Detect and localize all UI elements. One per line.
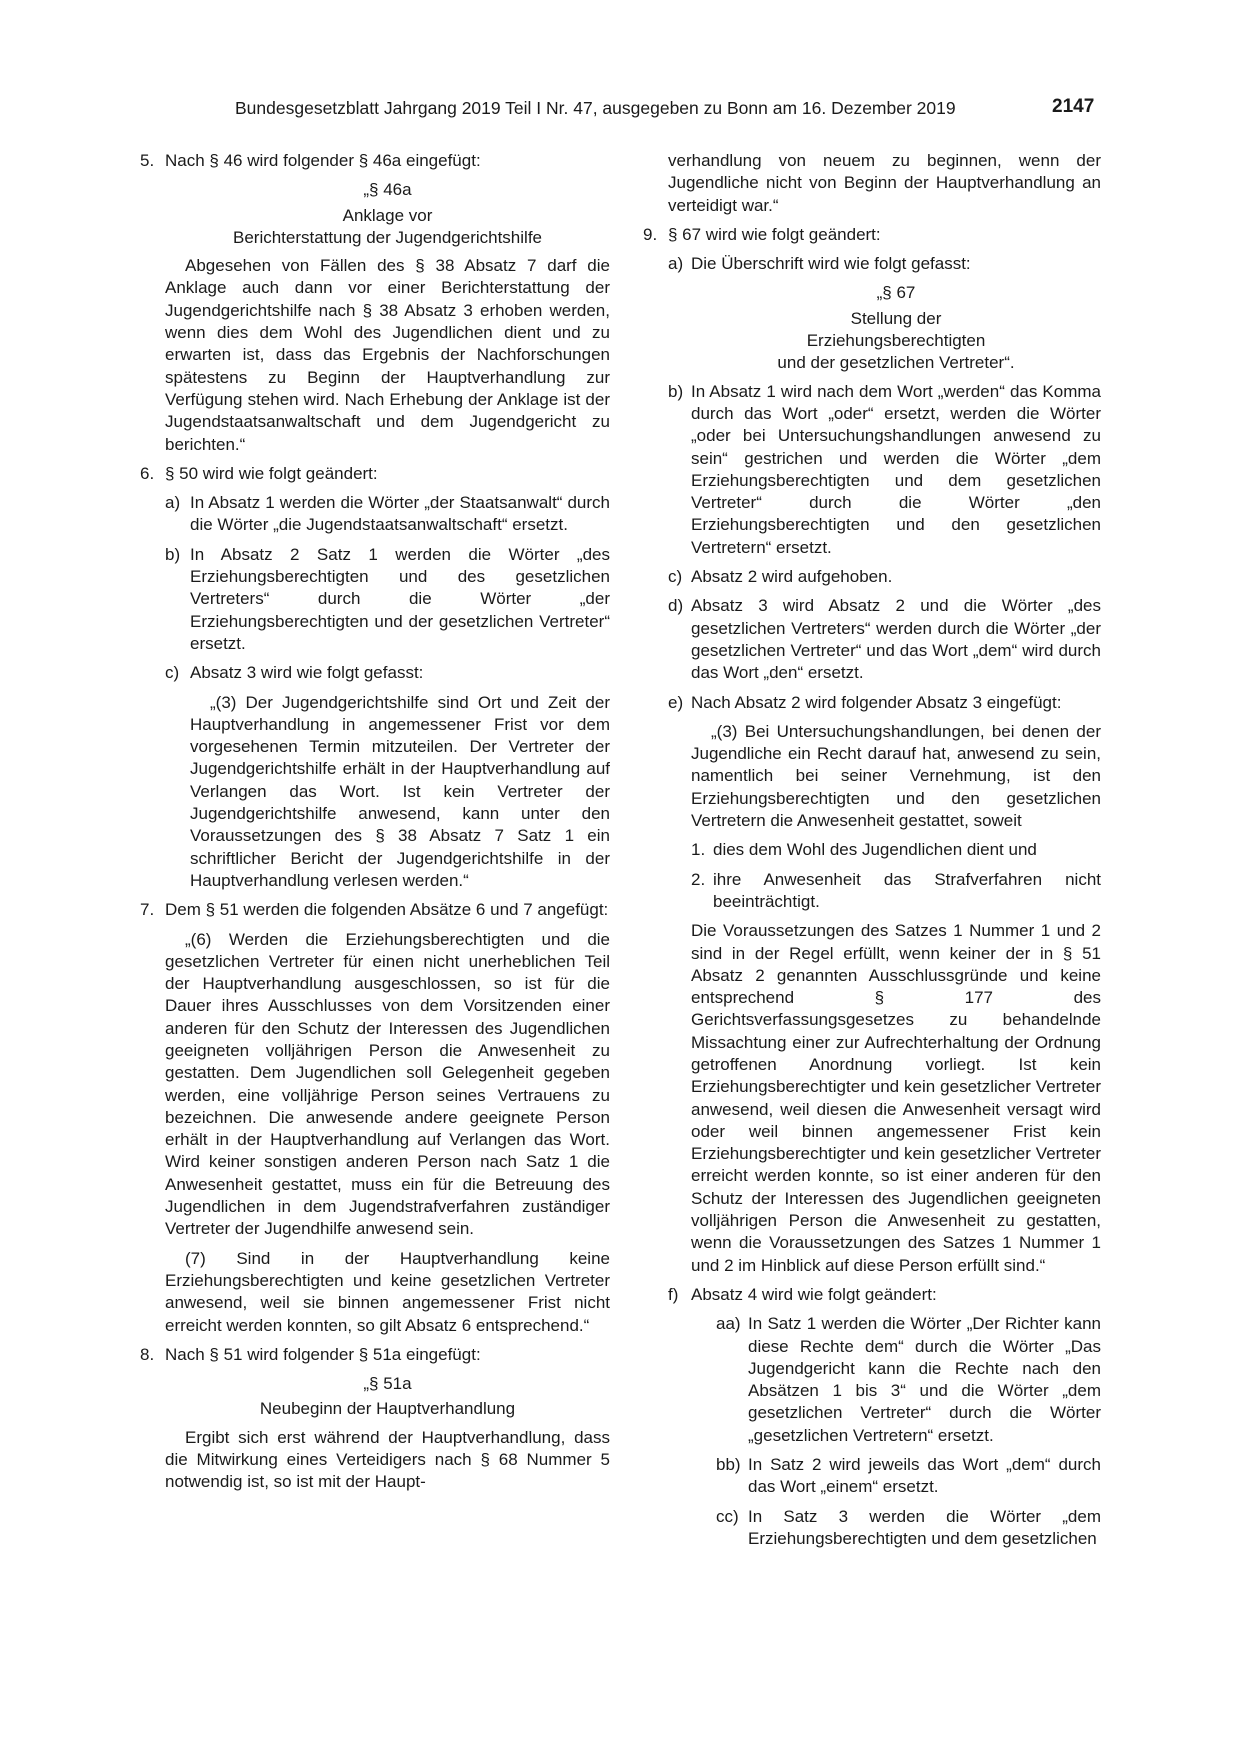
item-text: In Absatz 2 Satz 1 werden die Wörter „des Erziehungsberechtigten und des gesetzlichen Vertreters“ durch die Wörter „der Erziehungsberechtigten und der gesetzlichen Vertreter“ ersetzt. (190, 544, 610, 653)
item-text: Absatz 3 wird Absatz 2 und die Wörter „des gesetzlichen Vertreters“ werden durch die Wörter „der gesetzlichen Vertreter“ und das Wort „dem“ wird durch das Wort „den“ ersetzt. (691, 596, 1101, 683)
item-letter: b) (165, 544, 181, 564)
item-text: ihre Anwesenheit das Strafverfahren nicht beeinträchtigt. (713, 869, 1101, 911)
section-heading (165, 205, 610, 250)
new-heading-67 (643, 282, 1101, 374)
item-number: 9. (643, 224, 658, 244)
item-text: Dem § 51 werden die folgenden Absätze 6 und 7 angefügt: (165, 900, 609, 920)
item-text: In Absatz 1 wird nach dem Wort „werden“ das Komma durch das Wort „oder“ ersetzt, werden die Wörter „oder bei Untersuchungshandlungen anwesend zu sein“ gestrichen und werden die Wörter „dem Erziehungsberechtigten und dem gesetzlichen Vertreter“ durch die Wörter „den Erziehungsberechtigten und den gesetzlichen Vertretern“ ersetzt. (691, 381, 1101, 557)
item-text: § 50 wird wie folgt geändert: (165, 463, 378, 483)
item-letter: d) (668, 596, 684, 616)
quoted-paragraph: (7) Sind in der Hauptverhandlung keine Erziehungsberechtigten und keine gesetzlichen Vertreter anwesend, weil sie binnen angemessener Frist nicht erreicht werden konnten, so gilt Absatz 6 entsprechend.“ (165, 1248, 610, 1335)
item-6 (140, 463, 610, 485)
item-9-e (643, 692, 1101, 714)
gazette-title: Bundesgesetzblatt Jahrgang 2019 Teil I Nr. 47, ausgegeben zu Bonn am 16. Dezember 2019 (235, 98, 956, 118)
item-9-b (643, 381, 1101, 559)
item-9-f (643, 1284, 1101, 1306)
item-text: dies dem Wohl des Jugendlichen dient und (713, 840, 1037, 860)
heading-line: und der gesetzlichen Vertreter“. (777, 353, 1015, 373)
heading-line: Stellung der (850, 308, 942, 328)
item-number: 7. (140, 900, 155, 920)
inserted-section-46a (140, 179, 610, 456)
heading-line: Neubeginn der Hauptverhandlung (259, 1399, 516, 1419)
section-body: Abgesehen von Fällen des § 38 Absatz 7 darf die Anklage auch dann vor einer Berichterstattung der Jugendgerichtshilfe nach § 38 Absatz 3 erhoben werden, wenn dies dem Wohl des Jugendlichen dient und zu erwarten ist, dass das Ergebnis der Nachforschungen spätestens zu Beginn der Hauptverhandlung zur Verfügung stehen wird. Nach Erhebung der Anklage ist der Jugendstaatsanwaltschaft und dem Jugendgericht zu berichten.“ (165, 256, 610, 454)
item-text: In Satz 1 werden die Wörter „Der Richter kann diese Rechte dem“ durch die Wörter „Das Jugendgericht kann die Rechte nach den Absätzen 1 bis 3“ und die Wörter „dem gesetzlichen Vertreter“ durch die Wörter „gesetzlichen Vertretern“ ersetzt. (748, 1314, 1101, 1445)
quoted-paragraph: Die Voraussetzungen des Satzes 1 Nummer 1 und 2 sind in der Regel erfüllt, wenn keiner der in § 51 Absatz 2 genannten Ausschlussgründe und keine entsprechend § 177 des Gerichtsverfassungsgesetzes zu behandelnde Missachtung einer zur Aufrechterhaltung der Ordnung getroffenen Anordnung vorliegt. Ist kein Erziehungsberechtigter und kein gesetzlicher Vertreter anwesend, weil diesen die Anwesenheit versagt wird oder weil binnen angemessener Frist kein Erziehungsberechtigter und kein gesetzlicher Vertreter erreicht werden konnte, so ist einer anderen für den Schutz der Interessen des Jugendlichen geeigneten volljährigen Person die Anwesenheit zu gestatten, wenn die Voraussetzungen des Satzes 1 Nummer 1 und 2 im Hinblick auf diese Person erfüllt sind.“ (691, 921, 1101, 1275)
item-letter: f) (668, 1284, 679, 1304)
item-number: 6. (140, 463, 155, 483)
heading-line: Anklage vor (342, 205, 433, 225)
item-text: Nach § 46 wird folgender § 46a eingefügt: (165, 151, 481, 170)
item-text: § 67 wird wie folgt geändert: (668, 224, 881, 244)
item-letter: c) (165, 663, 180, 683)
item-6-b (140, 544, 610, 655)
item-9 (643, 224, 1101, 246)
item-number: 5. (140, 151, 155, 170)
item-text: Absatz 2 wird aufgehoben. (691, 567, 893, 587)
quoted-paragraph: „(3) Der Jugendgerichtshilfe sind Ort und Zeit der Hauptverhandlung in angemessener Frist vor dem vorgesehenen Termin mitzuteilen. Der Vertreter der Jugendgerichtshilfe erhält in der Hauptverhandlung auf Verlangen das Wort. Ist kein Vertreter der Jugendgerichtshilfe anwesend, kann unter den Voraussetzungen des § 38 Absatz 7 Satz 1 ein schriftlicher Bericht der Jugendgerichtshilfe in der Hauptverhandlung verlesen werden.“ (190, 692, 610, 890)
left-column (140, 150, 610, 1494)
item-6-a (140, 492, 610, 537)
section-number: „§ 51a (363, 1374, 412, 1394)
heading-line: Berichterstattung der Jugendgerichtshilfe (232, 227, 542, 247)
continuation-text: verhandlung von neuem zu beginnen, wenn der Jugendliche nicht von Beginn der Hauptverhandlung an verteidigt war.“ (668, 151, 1101, 215)
page-header (0, 98, 1241, 124)
page-number: 2147 (1052, 96, 1095, 117)
section-number: „§ 67 (876, 283, 916, 303)
item-9-d (643, 595, 1101, 684)
item-letter: aa) (716, 1314, 741, 1334)
item-text: In Satz 2 wird jeweils das Wort „dem“ durch das Wort „einem“ ersetzt. (748, 1455, 1101, 1497)
item-number: 1. (691, 840, 706, 860)
section-number: „§ 46a (363, 180, 412, 200)
item-letter: b) (668, 381, 684, 401)
item-9-c (643, 566, 1101, 588)
item-5 (140, 150, 610, 172)
item-text: Nach § 51 wird folgender § 51a eingefügt: (165, 1344, 481, 1364)
section-heading (165, 1398, 610, 1420)
item-letter: cc) (716, 1506, 739, 1526)
item-9-f-aa (643, 1313, 1101, 1447)
item-letter: a) (165, 493, 181, 513)
item-letter: bb) (716, 1455, 741, 1475)
item-number: 8. (140, 1344, 155, 1364)
quoted-paragraph: „(6) Werden die Erziehungsberechtigten und die gesetzlichen Vertreter für einen nicht unerheblichen Teil der Hauptverhandlung ausgeschlossen, so ist für die Dauer ihres Ausschlusses von dem Vorsitzenden einer anderen für den Schutz der Interessen des Jugendlichen geeigneten volljährigen Person die Anwesenheit zu gestatten. Dem Jugendlichen soll Gelegenheit gegeben werden, eine volljährige Person seines Vertrauens zu bezeichnen. Die anwesende andere geeignete Person erhält in der Hauptverhandlung auf Verlangen das Wort. Wird keiner sonstigen anderen Person nach Satz 1 die Anwesenheit gestattet, muss ein für die Betreuung des Jugendlichen in dem Jugendstrafverfahren zuständiger Vertreter der Jugendhilfe anwesend sein. (165, 929, 610, 1239)
quoted-paragraph: „(3) Bei Untersuchungshandlungen, bei denen der Jugendliche ein Recht darauf hat, anwesend zu sein, namentlich bei seiner Vernehmung, ist den Erziehungsberechtigten und den gesetzlichen Vertretern die Anwesenheit gestattet, soweit (691, 721, 1101, 831)
item-7 (140, 899, 610, 921)
item-text: Nach Absatz 2 wird folgender Absatz 3 eingefügt: (691, 692, 1062, 712)
list-item (643, 839, 1101, 861)
section-body: Ergibt sich erst während der Hauptverhandlung, dass die Mitwirkung eines Verteidigers nach § 68 Nummer 5 notwendig ist, so ist mit der Haupt- (165, 1427, 610, 1492)
right-column (643, 150, 1101, 1557)
item-9-a (643, 253, 1101, 275)
item-text: In Satz 3 werden die Wörter „dem Erziehungsberechtigten und dem gesetzlichen (748, 1506, 1101, 1548)
heading-line: Erziehungsberechtigten (806, 331, 986, 351)
list-item (643, 869, 1101, 914)
item-text: Absatz 3 wird wie folgt gefasst: (190, 663, 424, 683)
item-8 (140, 1344, 610, 1366)
item-text: Die Überschrift wird wie folgt gefasst: (691, 254, 971, 274)
item-letter: a) (668, 254, 684, 274)
section-heading (691, 308, 1101, 375)
item-9-f-bb (643, 1454, 1101, 1499)
item-number: 2. (691, 869, 706, 889)
item-text: Absatz 4 wird wie folgt geändert: (691, 1284, 937, 1304)
item-text: In Absatz 1 werden die Wörter „der Staatsanwalt“ durch die Wörter „die Jugendstaatsanwaltschaft“ ersetzt. (190, 493, 610, 535)
item-6-c (140, 662, 610, 684)
item-letter: c) (668, 567, 683, 587)
item-9-f-cc (643, 1506, 1101, 1551)
inserted-section-51a (140, 1373, 610, 1493)
item-letter: e) (668, 692, 684, 712)
